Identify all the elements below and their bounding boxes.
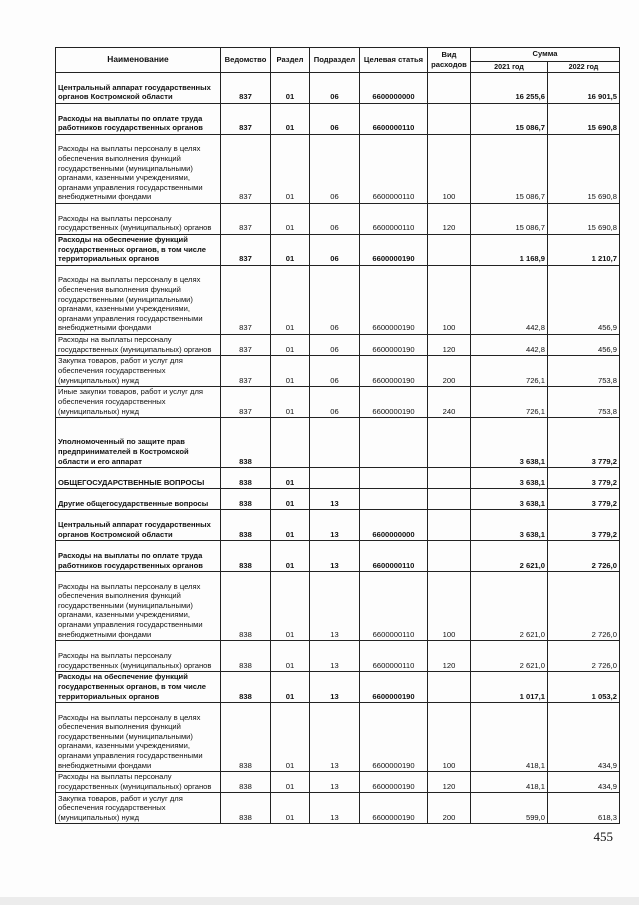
row-department: 838 <box>221 672 271 703</box>
row-sum-2022: 434,9 <box>548 703 620 772</box>
table-row <box>56 703 620 772</box>
row-department: 837 <box>221 356 271 387</box>
row-target-article: 6600000190 <box>360 387 428 418</box>
table-row <box>56 104 620 135</box>
table-row <box>56 204 620 235</box>
row-section: 01 <box>271 793 310 824</box>
row-subsection <box>310 418 360 468</box>
row-target-article: 6600000190 <box>360 793 428 824</box>
table-row <box>56 793 620 824</box>
row-sum-2021: 1 017,1 <box>471 672 548 703</box>
row-sum-2021: 2 621,0 <box>471 541 548 572</box>
header-section: Раздел <box>271 48 310 73</box>
row-subsection <box>310 468 360 489</box>
row-subsection: 13 <box>310 672 360 703</box>
row-target-article: 6600000190 <box>360 266 428 335</box>
row-sum-2021: 3 638,1 <box>471 468 548 489</box>
header-year-2022: 2022 год <box>548 62 620 73</box>
row-section: 01 <box>271 387 310 418</box>
row-name: Другие общегосударственные вопросы <box>56 489 221 510</box>
row-sum-2022: 2 726,0 <box>548 541 620 572</box>
row-name: Расходы на обеспечение функций государственных органов, в том числе территориальных органов <box>56 235 221 266</box>
row-name: Расходы на выплаты персоналу государственных (муниципальных) органов <box>56 335 221 356</box>
row-sum-2022: 753,8 <box>548 356 620 387</box>
row-target-article: 6600000190 <box>360 335 428 356</box>
row-expense-type: 120 <box>428 335 471 356</box>
row-subsection: 13 <box>310 703 360 772</box>
row-expense-type <box>428 672 471 703</box>
row-expense-type <box>428 418 471 468</box>
table-row <box>56 135 620 204</box>
row-section: 01 <box>271 641 310 672</box>
table-row <box>56 510 620 541</box>
row-section: 01 <box>271 104 310 135</box>
bottom-scan-strip <box>0 897 639 905</box>
row-department: 837 <box>221 104 271 135</box>
row-expense-type <box>428 468 471 489</box>
row-target-article <box>360 489 428 510</box>
row-department: 838 <box>221 572 271 641</box>
row-section: 01 <box>271 510 310 541</box>
row-department: 837 <box>221 266 271 335</box>
row-sum-2022: 456,9 <box>548 335 620 356</box>
row-sum-2022: 618,3 <box>548 793 620 824</box>
row-sum-2022: 1 210,7 <box>548 235 620 266</box>
row-subsection: 06 <box>310 135 360 204</box>
row-sum-2022: 434,9 <box>548 772 620 793</box>
row-name: Расходы на выплаты по оплате труда работников государственных органов <box>56 541 221 572</box>
row-sum-2021: 3 638,1 <box>471 418 548 468</box>
row-name: Расходы на выплаты персоналу государственных (муниципальных) органов <box>56 204 221 235</box>
row-subsection: 13 <box>310 489 360 510</box>
row-target-article: 6600000110 <box>360 135 428 204</box>
row-sum-2021: 442,8 <box>471 335 548 356</box>
row-department: 838 <box>221 489 271 510</box>
row-sum-2021: 418,1 <box>471 703 548 772</box>
row-expense-type <box>428 235 471 266</box>
row-section: 01 <box>271 468 310 489</box>
row-target-article: 6600000190 <box>360 703 428 772</box>
row-subsection: 13 <box>310 572 360 641</box>
header-sum: Сумма <box>471 48 620 62</box>
table-row <box>56 572 620 641</box>
header-department: Ведомство <box>221 48 271 73</box>
row-sum-2021: 442,8 <box>471 266 548 335</box>
header-expense-type: Вид расходов <box>428 48 471 73</box>
table-row <box>56 73 620 104</box>
row-department: 838 <box>221 793 271 824</box>
row-subsection: 13 <box>310 641 360 672</box>
row-sum-2022: 3 779,2 <box>548 418 620 468</box>
row-section: 01 <box>271 335 310 356</box>
row-sum-2022: 2 726,0 <box>548 572 620 641</box>
row-expense-type <box>428 510 471 541</box>
row-expense-type: 200 <box>428 793 471 824</box>
row-sum-2021: 15 086,7 <box>471 135 548 204</box>
row-name: Расходы на выплаты персоналу государственных (муниципальных) органов <box>56 641 221 672</box>
row-target-article: 6600000110 <box>360 541 428 572</box>
row-target-article: 6600000110 <box>360 104 428 135</box>
row-sum-2021: 2 621,0 <box>471 641 548 672</box>
row-subsection: 06 <box>310 266 360 335</box>
row-sum-2022: 15 690,8 <box>548 204 620 235</box>
row-target-article: 6600000110 <box>360 572 428 641</box>
row-name: Иные закупки товаров, работ и услуг для обеспечения государственных (муниципальных) нужд <box>56 387 221 418</box>
table-body <box>56 73 620 824</box>
table-row <box>56 266 620 335</box>
row-sum-2021: 726,1 <box>471 356 548 387</box>
row-name: Закупка товаров, работ и услуг для обеспечения государственных (муниципальных) нужд <box>56 793 221 824</box>
row-subsection: 13 <box>310 510 360 541</box>
row-name: Центральный аппарат государственных органов Костромской области <box>56 73 221 104</box>
row-sum-2022: 2 726,0 <box>548 641 620 672</box>
row-name: ОБЩЕГОСУДАРСТВЕННЫЕ ВОПРОСЫ <box>56 468 221 489</box>
row-section: 01 <box>271 135 310 204</box>
row-department: 837 <box>221 135 271 204</box>
row-subsection: 13 <box>310 772 360 793</box>
row-section: 01 <box>271 73 310 104</box>
row-expense-type <box>428 541 471 572</box>
row-department: 838 <box>221 510 271 541</box>
row-expense-type: 100 <box>428 703 471 772</box>
row-sum-2021: 2 621,0 <box>471 572 548 641</box>
row-sum-2021: 15 086,7 <box>471 204 548 235</box>
table-row <box>56 641 620 672</box>
row-expense-type <box>428 489 471 510</box>
row-name: Расходы на выплаты персоналу в целях обеспечения выполнения функций государственными (муниципальными) органами, казенными учреждениями, органами управления государственными внебюджетными фондами <box>56 572 221 641</box>
page-number: 455 <box>593 829 613 844</box>
row-sum-2022: 16 901,5 <box>548 73 620 104</box>
table-row <box>56 772 620 793</box>
row-expense-type: 120 <box>428 641 471 672</box>
row-expense-type: 120 <box>428 204 471 235</box>
row-sum-2022: 753,8 <box>548 387 620 418</box>
row-name: Расходы на выплаты персоналу в целях обеспечения выполнения функций государственными (муниципальными) органами, казенными учреждениями, органами управления государственными внебюджетными фондами <box>56 703 221 772</box>
row-department: 838 <box>221 541 271 572</box>
row-sum-2021: 418,1 <box>471 772 548 793</box>
row-sum-2021: 599,0 <box>471 793 548 824</box>
row-expense-type <box>428 73 471 104</box>
row-subsection: 06 <box>310 104 360 135</box>
row-sum-2022: 1 053,2 <box>548 672 620 703</box>
table-row <box>56 387 620 418</box>
row-section: 01 <box>271 772 310 793</box>
row-sum-2022: 3 779,2 <box>548 510 620 541</box>
table-row <box>56 235 620 266</box>
row-expense-type: 100 <box>428 266 471 335</box>
row-target-article: 6600000110 <box>360 641 428 672</box>
row-target-article <box>360 418 428 468</box>
row-subsection: 06 <box>310 387 360 418</box>
row-department: 838 <box>221 703 271 772</box>
row-expense-type: 200 <box>428 356 471 387</box>
row-section: 01 <box>271 204 310 235</box>
row-target-article: 6600000190 <box>360 235 428 266</box>
header-target-article: Целевая статья <box>360 48 428 73</box>
row-sum-2022: 3 779,2 <box>548 489 620 510</box>
row-target-article <box>360 468 428 489</box>
row-department: 837 <box>221 335 271 356</box>
row-section: 01 <box>271 703 310 772</box>
row-expense-type <box>428 104 471 135</box>
row-name: Центральный аппарат государственных органов Костромской области <box>56 510 221 541</box>
table-row <box>56 672 620 703</box>
row-target-article: 6600000000 <box>360 73 428 104</box>
table-row <box>56 468 620 489</box>
header-name: Наименование <box>56 48 221 73</box>
row-sum-2021: 3 638,1 <box>471 510 548 541</box>
row-department: 838 <box>221 418 271 468</box>
row-sum-2021: 726,1 <box>471 387 548 418</box>
row-section <box>271 418 310 468</box>
row-name: Расходы на выплаты по оплате труда работников государственных органов <box>56 104 221 135</box>
row-section: 01 <box>271 572 310 641</box>
row-subsection: 06 <box>310 335 360 356</box>
row-section: 01 <box>271 356 310 387</box>
row-name: Расходы на выплаты персоналу государственных (муниципальных) органов <box>56 772 221 793</box>
row-subsection: 13 <box>310 793 360 824</box>
row-department: 838 <box>221 641 271 672</box>
row-name: Закупка товаров, работ и услуг для обеспечения государственных (муниципальных) нужд <box>56 356 221 387</box>
row-name: Расходы на выплаты персоналу в целях обеспечения выполнения функций государственными (муниципальными) органами, казенными учреждениями, органами управления государственными внебюджетными фондами <box>56 266 221 335</box>
budget-table <box>55 47 620 824</box>
row-sum-2021: 15 086,7 <box>471 104 548 135</box>
row-subsection: 06 <box>310 356 360 387</box>
row-expense-type: 100 <box>428 135 471 204</box>
table-row <box>56 335 620 356</box>
row-department: 837 <box>221 235 271 266</box>
row-subsection: 06 <box>310 73 360 104</box>
row-expense-type: 240 <box>428 387 471 418</box>
row-target-article: 6600000000 <box>360 510 428 541</box>
row-department: 837 <box>221 387 271 418</box>
row-subsection: 06 <box>310 235 360 266</box>
row-sum-2022: 15 690,8 <box>548 135 620 204</box>
row-section: 01 <box>271 235 310 266</box>
row-target-article: 6600000110 <box>360 204 428 235</box>
row-subsection: 13 <box>310 541 360 572</box>
table-row <box>56 489 620 510</box>
table-row <box>56 418 620 468</box>
row-target-article: 6600000190 <box>360 356 428 387</box>
row-department: 838 <box>221 468 271 489</box>
row-expense-type: 120 <box>428 772 471 793</box>
row-sum-2021: 1 168,9 <box>471 235 548 266</box>
row-target-article: 6600000190 <box>360 672 428 703</box>
row-department: 837 <box>221 73 271 104</box>
row-sum-2022: 15 690,8 <box>548 104 620 135</box>
row-target-article: 6600000190 <box>360 772 428 793</box>
row-sum-2021: 16 255,6 <box>471 73 548 104</box>
table-row <box>56 356 620 387</box>
row-name: Расходы на выплаты персоналу в целях обеспечения выполнения функций государственными (муниципальными) органами, казенными учреждениями, органами управления государственными внебюджетными фондами <box>56 135 221 204</box>
row-section: 01 <box>271 489 310 510</box>
row-subsection: 06 <box>310 204 360 235</box>
row-sum-2022: 3 779,2 <box>548 468 620 489</box>
row-expense-type: 100 <box>428 572 471 641</box>
row-section: 01 <box>271 266 310 335</box>
row-department: 837 <box>221 204 271 235</box>
row-sum-2021: 3 638,1 <box>471 489 548 510</box>
row-sum-2022: 456,9 <box>548 266 620 335</box>
table-row <box>56 541 620 572</box>
row-name: Расходы на обеспечение функций государственных органов, в том числе территориальных органов <box>56 672 221 703</box>
header-subsection: Подраздел <box>310 48 360 73</box>
row-section: 01 <box>271 541 310 572</box>
row-section: 01 <box>271 672 310 703</box>
header-year-2021: 2021 год <box>471 62 548 73</box>
row-department: 838 <box>221 772 271 793</box>
row-name: Уполномоченный по защите прав предпринимателей в Костромской области и его аппарат <box>56 418 221 468</box>
